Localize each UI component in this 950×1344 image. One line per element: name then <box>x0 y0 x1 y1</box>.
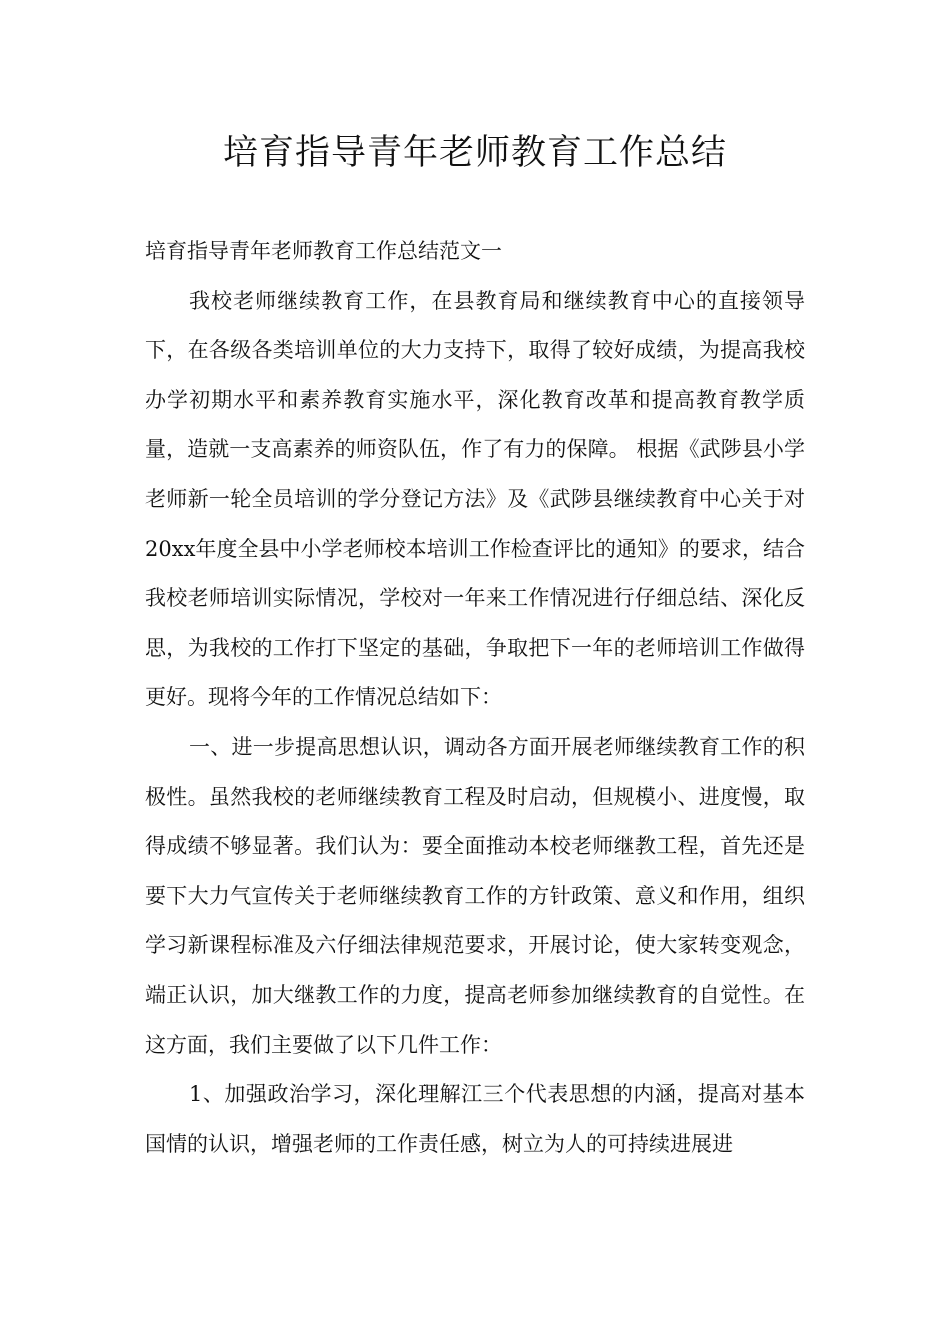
document-body <box>145 227 805 1169</box>
document-title: 培育指导青年老师教育工作总结 <box>222 133 727 173</box>
paragraph-item-1: 1、加强政治学习，深化理解江三个代表思想的内涵，提高对基本国情的认识，增强老师的工作责任感，树立为人的可持续进展进 <box>145 1082 805 1156</box>
document-subtitle: 培育指导青年老师教育工作总结范文一 <box>145 239 502 263</box>
paragraph-intro: 我校老师继续教育工作，在县教育局和继续教育中心的直接领导下，在各级各类培训单位的大力支持下，取得了较好成绩，为提高我校办学初期水平和素养教育实施水平，深化教育改革和提高教育教学质量，造就一支高素养的师资队伍，作了有力的保障。 根据《武陟县小学老师新一轮全员培训的学分登记方法》及《武陟县继续教育中心关于对20xx年度全县中小学老师校本培训工作检查评比的通知》的要求，结合我校老师培训实际情况，学校对一年来工作情况进行仔细总结、深化反思，为我校的工作打下坚定的基础，争取把下一年的老师培训工作做得更好。现将今年的工作情况总结如下： <box>145 288 805 710</box>
paragraph-section-1: 一、进一步提高思想认识，调动各方面开展老师继续教育工作的积极性。虽然我校的老师继续教育工程及时启动，但规模小、进度慢，取得成绩不够显著。我们认为：要全面推动本校老师继教工程，首先还是要下大力气宣传关于老师继续教育工作的方针政策、意义和作用，组织学习新课程标准及六仔细法律规范要求，开展讨论，使大家转变观念，端正认识，加大继教工作的力度，提高老师参加继续教育的自觉性。在这方面，我们主要做了以下几件工作： <box>145 734 805 1057</box>
